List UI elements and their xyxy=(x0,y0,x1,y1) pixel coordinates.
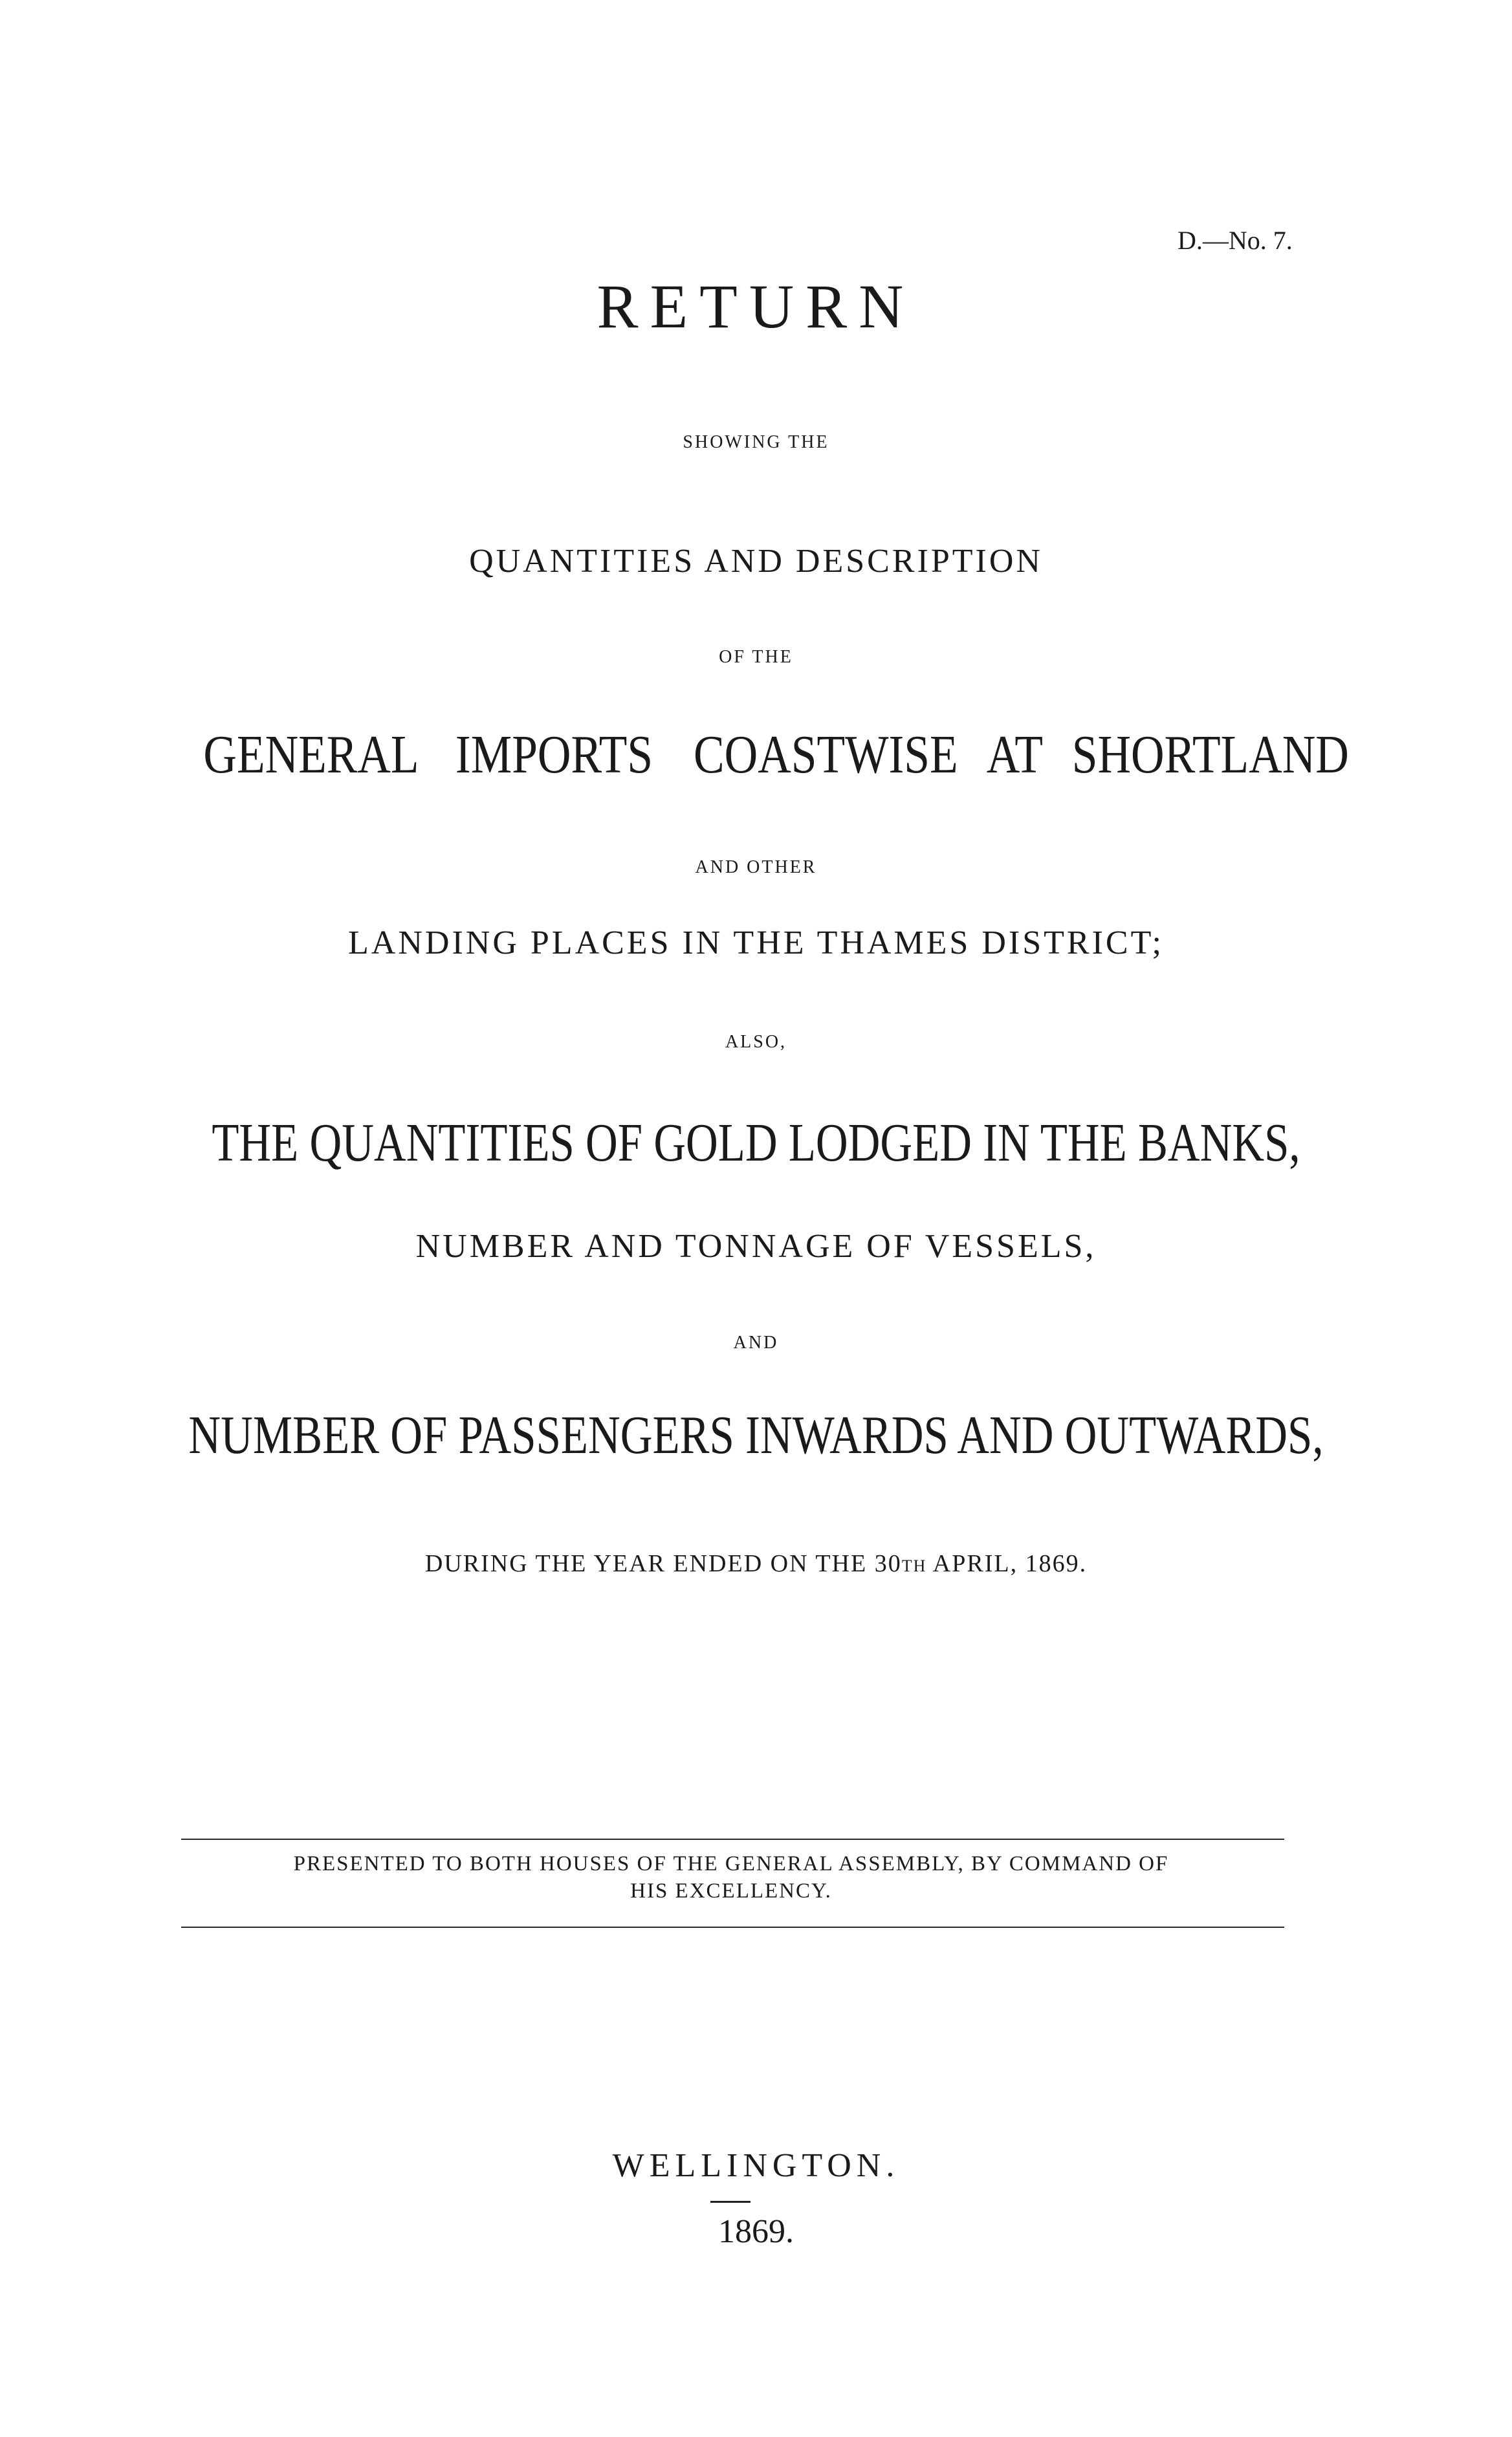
heading-word: AT xyxy=(986,725,1043,785)
subtitle-and-other: AND OTHER xyxy=(695,857,817,877)
presented-line-2: HIS EXCELLENCY. xyxy=(630,1879,832,1903)
during-text: DURING THE YEAR ENDED ON THE 30 xyxy=(424,1550,902,1577)
subtitle-quantities: QUANTITIES AND DESCRIPTION xyxy=(469,543,1043,580)
heading-gold: THE QUANTITIES OF GOLD LODGED IN THE BANKS, xyxy=(212,1113,1300,1173)
during-date: APRIL, 1869. xyxy=(926,1550,1088,1577)
heading-word: COASTWISE xyxy=(694,725,958,785)
heading-word: SHORTLAND xyxy=(1072,725,1350,785)
subtitle-landing-places: LANDING PLACES IN THE THAMES DISTRICT; xyxy=(348,924,1164,961)
subtitle-showing-the: SHOWING THE xyxy=(683,432,829,452)
during-ordinal: TH xyxy=(901,1557,927,1575)
heading-word: GENERAL xyxy=(203,725,419,785)
subtitle-of-the: OF THE xyxy=(719,647,793,667)
heading-passengers: NUMBER OF PASSENGERS INWARDS AND OUTWARDS, xyxy=(188,1405,1324,1465)
footer-year: 1869. xyxy=(718,2213,794,2250)
document-number: D.—No. 7. xyxy=(1178,226,1293,255)
subtitle-during-year xyxy=(0,1549,1512,1578)
heading-general-imports xyxy=(184,723,1350,786)
top-rule xyxy=(181,1839,1284,1840)
page-title: RETURN xyxy=(597,272,915,341)
subtitle-and: AND xyxy=(733,1333,779,1353)
bottom-rule xyxy=(181,1927,1284,1928)
subtitle-vessels: NUMBER AND TONNAGE OF VESSELS, xyxy=(415,1228,1097,1265)
presented-line-1: PRESENTED TO BOTH HOUSES OF THE GENERAL ASSEMBLY, BY COMMAND OF xyxy=(293,1852,1169,1875)
heading-word: IMPORTS xyxy=(455,725,653,785)
presented-statement xyxy=(188,1850,1275,1905)
footer-city: WELLINGTON. xyxy=(612,2147,900,2184)
subtitle-also: ALSO, xyxy=(725,1032,787,1052)
footer-dash xyxy=(710,2201,751,2203)
